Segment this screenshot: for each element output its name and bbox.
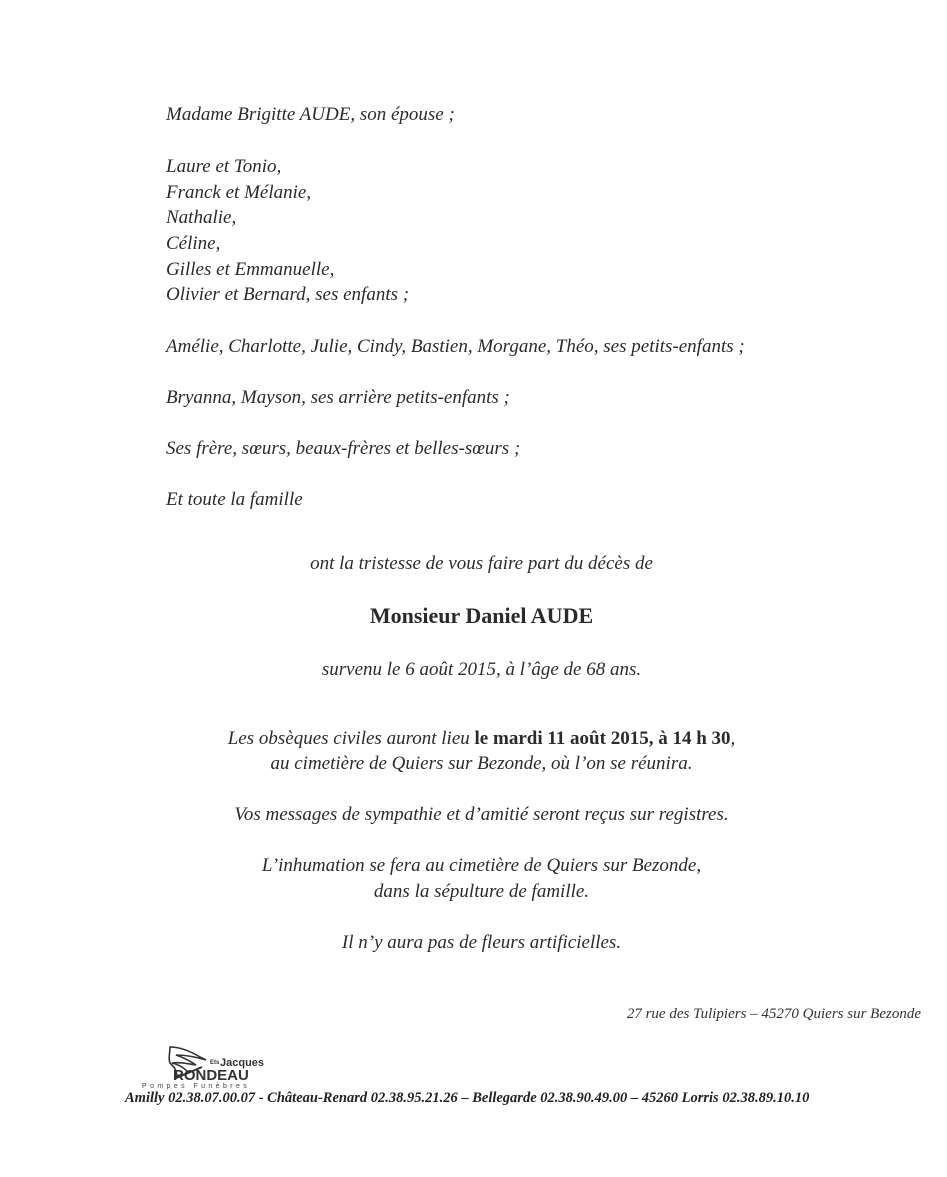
child-line: Céline, [166, 233, 221, 254]
messages-line: Vos messages de sympathie et d’amitié seront reçus sur registres. [234, 804, 729, 825]
logo-ets: Ets [210, 1060, 220, 1066]
great-grandchildren-line: Bryanna, Mayson, ses arrière petits-enfants ; [166, 387, 510, 408]
burial-line-1: L’inhumation se fera au cimetière de Quiers sur Bezonde, [261, 855, 702, 876]
logo-brand: RONDEAU [173, 1067, 249, 1084]
logo-first-name: Jacques [220, 1057, 265, 1069]
child-line: Olivier et Bernard, ses enfants ; [166, 284, 410, 305]
company-logo [140, 1043, 275, 1093]
deceased-name: Monsieur Daniel AUDE [369, 603, 594, 628]
child-line: Laure et Tonio, [166, 156, 282, 177]
address: 27 rue des Tulipiers – 45270 Quiers sur Bezonde [626, 1006, 921, 1022]
child-line: Gilles et Emmanuelle, [166, 259, 335, 280]
funeral-line-1-suffix: , [730, 728, 736, 749]
logo-tagline: Pompes Funèbres [142, 1083, 251, 1090]
funeral-date-time: le mardi 11 août 2015, à 14 h 30 [474, 728, 731, 749]
announcement-intro: ont la tristesse de vous faire part du décès de [310, 553, 653, 574]
flowers-line: Il n’y aura pas de fleurs artificielles. [341, 932, 622, 953]
footer-contacts: Amilly 02.38.07.00.07 - Château-Renard 02.38.95.21.26 – Bellegarde 02.38.90.49.00 – 45260 Lorris 02.38.89.10.10 [125, 1090, 810, 1106]
family-line: Et toute la famille [166, 489, 303, 510]
child-line: Franck et Mélanie, [166, 182, 312, 203]
burial-line-2: dans la sépulture de famille. [373, 881, 590, 902]
grandchildren-line: Amélie, Charlotte, Julie, Cindy, Bastien, Morgane, Théo, ses petits-enfants ; [166, 336, 745, 357]
spouse-line: Madame Brigitte AUDE, son épouse ; [166, 104, 455, 125]
funeral-line-2: au cimetière de Quiers sur Bezonde, où l’on se réunira. [270, 753, 693, 774]
funeral-line-1 [0, 726, 947, 752]
death-info: survenu le 6 août 2015, à l’âge de 68 ans. [321, 659, 642, 680]
child-line: Nathalie, [166, 207, 237, 228]
siblings-line: Ses frère, sœurs, beaux-frères et belles-sœurs ; [166, 438, 521, 459]
funeral-line-1-prefix: Les obsèques civiles auront lieu [227, 728, 475, 749]
